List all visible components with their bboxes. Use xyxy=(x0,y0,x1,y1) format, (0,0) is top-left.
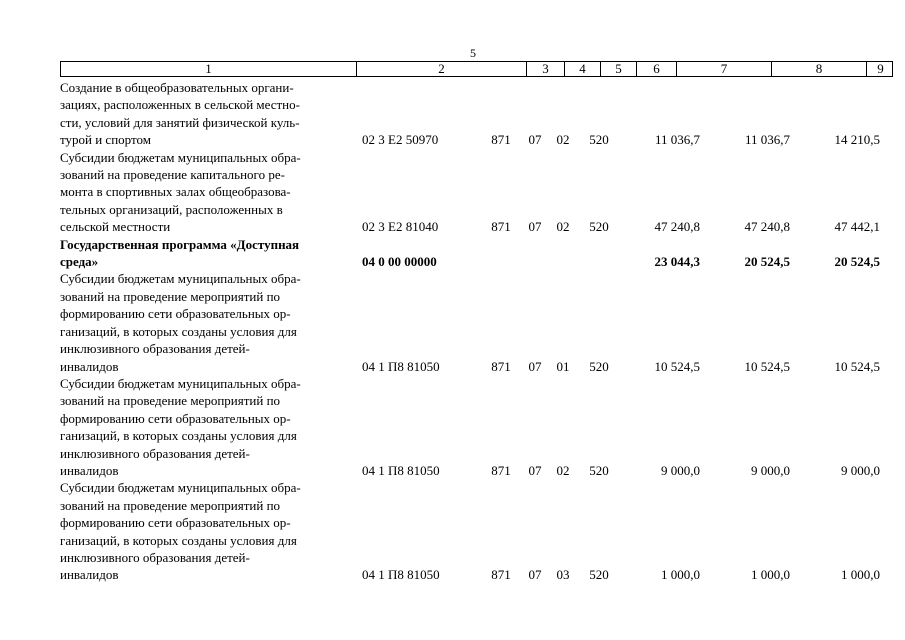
amount-col-7: 11 036,7 xyxy=(654,132,700,148)
budget-code: 02 3 E2 50970 xyxy=(362,132,439,148)
col-3-value: 871 xyxy=(491,358,511,374)
description-line: среда» xyxy=(60,254,99,270)
amount-col-9: 1 000,0 xyxy=(841,567,880,583)
col-4-value: 07 xyxy=(528,132,542,148)
description-line: сельской местности xyxy=(60,219,171,235)
budget-code: 04 1 П8 81050 xyxy=(362,358,440,374)
col-5-value: 01 xyxy=(556,358,570,374)
page-number: 5 xyxy=(470,46,476,60)
header-col-5: 5 xyxy=(601,62,637,76)
amount-col-9: 14 210,5 xyxy=(834,132,880,148)
col-6-value: 520 xyxy=(589,567,609,583)
row-description xyxy=(60,236,350,271)
table-row xyxy=(60,236,893,271)
amount-col-7: 9 000,0 xyxy=(661,462,700,478)
description-line: турой и спортом xyxy=(60,132,151,148)
amount-col-9: 20 524,5 xyxy=(834,254,880,270)
description-line: ганизаций, в которых созданы условия для xyxy=(60,323,297,339)
amount-col-9: 9 000,0 xyxy=(841,462,880,478)
table-row xyxy=(60,375,893,479)
col-4-value: 07 xyxy=(528,462,542,478)
amount-col-7: 10 524,5 xyxy=(654,358,700,374)
description-line: формированию сети образовательных ор- xyxy=(60,306,291,322)
amount-col-7: 1 000,0 xyxy=(661,567,700,583)
col-6-value: 520 xyxy=(589,132,609,148)
amount-col-7: 23 044,3 xyxy=(654,254,700,270)
description-line: формированию сети образовательных ор- xyxy=(60,515,291,531)
amount-col-9: 10 524,5 xyxy=(834,358,880,374)
description-line: инвалидов xyxy=(60,462,119,478)
description-line: инвалидов xyxy=(60,358,119,374)
header-col-7: 7 xyxy=(677,62,772,76)
description-line: Государственная программа «Доступная xyxy=(60,236,300,252)
budget-code: 04 0 00 00000 xyxy=(362,254,437,270)
table-row xyxy=(60,270,893,374)
col-3-value: 871 xyxy=(491,462,511,478)
amount-col-8: 11 036,7 xyxy=(744,132,790,148)
budget-code: 02 3 E2 81040 xyxy=(362,219,439,235)
col-3-value: 871 xyxy=(491,219,511,235)
header-col-2: 2 xyxy=(357,62,527,76)
table-body xyxy=(60,79,893,584)
amount-col-8: 47 240,8 xyxy=(744,219,790,235)
header-col-4: 4 xyxy=(565,62,601,76)
description-line: инклюзивного образования детей- xyxy=(60,341,250,357)
row-description xyxy=(60,270,350,374)
description-line: тельных организаций, расположенных в xyxy=(60,201,283,217)
budget-code: 04 1 П8 81050 xyxy=(362,462,440,478)
row-description xyxy=(60,375,350,479)
description-line: Субсидии бюджетам муниципальных обра- xyxy=(60,480,301,496)
row-description xyxy=(60,149,350,236)
header-col-3: 3 xyxy=(527,62,565,76)
table-row xyxy=(60,479,893,583)
amount-col-7: 47 240,8 xyxy=(654,219,700,235)
col-5-value: 02 xyxy=(556,462,570,478)
col-3-value: 871 xyxy=(491,567,511,583)
col-4-value: 07 xyxy=(528,567,542,583)
description-line: инвалидов xyxy=(60,567,119,583)
description-line: сти, условий для занятий физической куль- xyxy=(60,114,300,130)
description-line: ганизаций, в которых созданы условия для xyxy=(60,532,297,548)
amount-col-9: 47 442,1 xyxy=(834,219,880,235)
description-line: формированию сети образовательных ор- xyxy=(60,410,291,426)
header-col-6: 6 xyxy=(637,62,677,76)
description-line: зований на проведение мероприятий по xyxy=(60,288,281,304)
col-5-value: 02 xyxy=(556,132,570,148)
header-col-9: 9 xyxy=(877,61,884,76)
header-col-8: 8 xyxy=(772,62,867,76)
description-line: ганизаций, в которых созданы условия для xyxy=(60,428,297,444)
description-line: монта в спортивных залах общеобразова- xyxy=(60,184,291,200)
col-5-value: 03 xyxy=(556,567,570,583)
description-line: инклюзивного образования детей- xyxy=(60,445,250,461)
header-col-1: 1 xyxy=(61,62,357,76)
description-line: инклюзивного образования детей- xyxy=(60,549,250,565)
description-line: зований на проведение капитального ре- xyxy=(60,167,285,183)
table-header xyxy=(60,61,893,77)
col-4-value: 07 xyxy=(528,358,542,374)
table-row xyxy=(60,149,893,236)
description-line: Субсидии бюджетам муниципальных обра- xyxy=(60,271,301,287)
amount-col-8: 1 000,0 xyxy=(751,567,790,583)
col-5-value: 02 xyxy=(556,219,570,235)
description-line: зований на проведение мероприятий по xyxy=(60,393,281,409)
description-line: Субсидии бюджетам муниципальных обра- xyxy=(60,149,301,165)
description-line: зований на проведение мероприятий по xyxy=(60,497,281,513)
col-6-value: 520 xyxy=(589,219,609,235)
col-6-value: 520 xyxy=(589,462,609,478)
amount-col-8: 10 524,5 xyxy=(744,358,790,374)
amount-col-8: 9 000,0 xyxy=(751,462,790,478)
description-line: зациях, расположенных в сельской местно- xyxy=(60,97,300,113)
description-line: Создание в общеобразовательных органи- xyxy=(60,80,294,95)
table-row xyxy=(60,79,893,149)
col-3-value: 871 xyxy=(491,132,511,148)
budget-code: 04 1 П8 81050 xyxy=(362,567,440,583)
description-line: Субсидии бюджетам муниципальных обра- xyxy=(60,375,301,391)
amount-col-8: 20 524,5 xyxy=(744,254,790,270)
col-4-value: 07 xyxy=(528,219,542,235)
row-description xyxy=(60,79,350,149)
row-description xyxy=(60,479,350,583)
col-6-value: 520 xyxy=(589,358,609,374)
